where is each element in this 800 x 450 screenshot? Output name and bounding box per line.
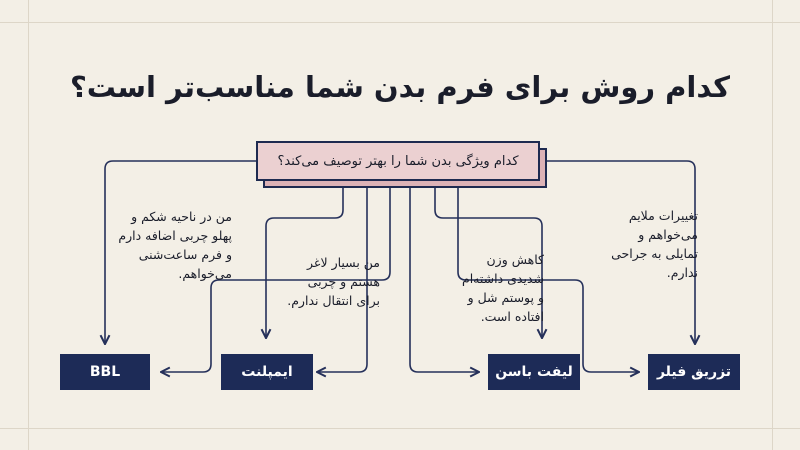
note-filler-injection: تغییرات ملایم می‌خواهم و تمایلی به جراحی ندارم. — [611, 208, 698, 280]
note-buttock-lift: کاهش وزن شدیدی داشته‌ام و پوستم شل و افتاده است. — [461, 252, 544, 324]
note-bbl: من در ناحیه شکم و پهلو چربی اضافه دارم و فرم ساعت‌شنی می‌خواهم. — [118, 209, 232, 281]
page-title: کدام روش برای فرم بدن شما مناسب‌تر است؟ — [69, 70, 730, 104]
node-buttock-lift: لیفت باسن — [488, 354, 580, 390]
note-implant: من بسیار لاغر هستم و چربی برای انتقال ندارم. — [287, 255, 380, 308]
node-filler-injection: تزریق فیلر — [648, 354, 740, 390]
node-implant: ایمپلنت — [221, 354, 313, 390]
question-box: کدام ویژگی بدن شما را بهتر توصیف می‌کند؟ — [256, 141, 540, 181]
node-bbl: BBL — [60, 354, 150, 390]
